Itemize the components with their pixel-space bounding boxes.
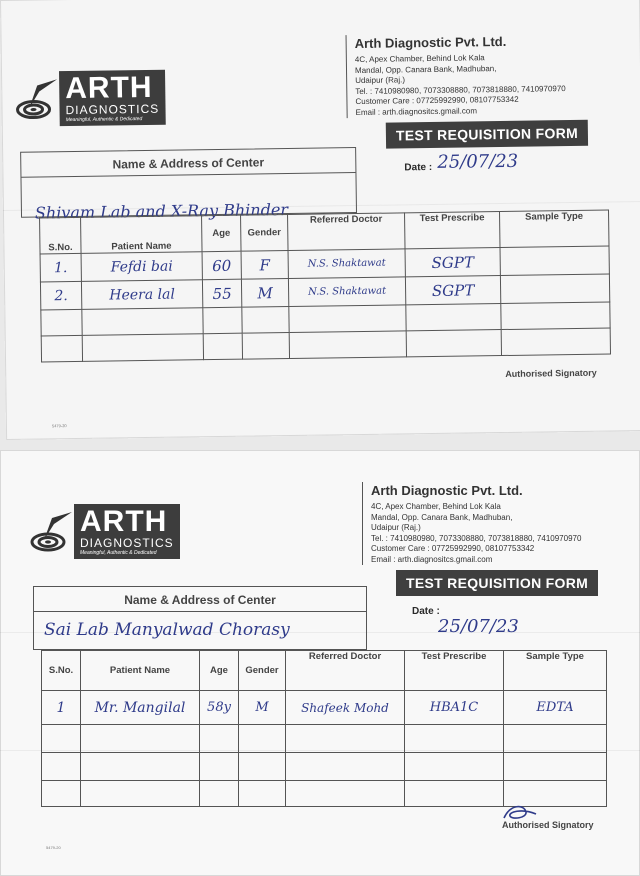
col-gender: Gender (239, 651, 286, 691)
center-name: Sai Lab Manyalwad Chorasy (44, 620, 290, 640)
center-address-box (33, 586, 367, 650)
phone-numbers: Tel. : 7410980980, 7073308880, 7073818880, 7410970970 (371, 533, 582, 543)
cell-patient-name: Mr. Mangilal (81, 691, 200, 725)
cell-sample (500, 246, 609, 276)
cell-referred-doctor: N.S. Shaktawat (288, 277, 405, 307)
cell-referred-doctor: N.S. Shaktawat (288, 249, 405, 279)
customer-care: Customer Care : 07725992990, 08107753342 (355, 94, 519, 107)
cell-gender: F (241, 251, 288, 280)
company-name: Arth Diagnostic Pvt. Ltd. (354, 33, 507, 52)
company-logo (30, 504, 180, 559)
col-referred-doctor: Referred Doctor (288, 213, 405, 251)
logo-subtitle: DIAGNOSTICS (80, 536, 174, 550)
col-patient-name: Patient Name (81, 216, 202, 254)
patient-table (41, 650, 607, 807)
col-sample-type: Sample Type (500, 210, 609, 248)
cell-sno: 1 (42, 691, 81, 725)
address-line: Udaipur (Raj.) (355, 75, 406, 86)
address-line: Mandal, Opp. Canara Bank, Madhuban, (371, 512, 513, 522)
company-address-block (362, 482, 581, 565)
center-name: Shivam Lab and X-Ray Bhinder (34, 200, 289, 223)
cell-test: HBA1C (405, 691, 504, 725)
cell-age: 60 (202, 251, 241, 280)
address-line: 4C, Apex Chamber, Behind Lok Kala (354, 53, 485, 65)
date-value: 25/07/23 (437, 150, 519, 173)
logo-wordmark: ARTH (65, 70, 153, 106)
col-gender: Gender (241, 215, 288, 252)
col-age: Age (202, 215, 241, 252)
cell-referred-doctor: Shafeek Mohd (286, 691, 405, 725)
table-header (42, 651, 607, 691)
email: Email : arth.diagnositcs.gmail.com (371, 554, 493, 564)
cell-test: SGPT (405, 248, 500, 277)
center-heading: Name & Address of Center (21, 148, 355, 178)
table-row (42, 691, 607, 725)
phone-numbers: Tel. : 7410980980, 7073308880, 7073818880, 7410970970 (355, 83, 566, 96)
table-row-empty (42, 725, 607, 753)
cell-patient-name: Fefdi bai (81, 252, 202, 282)
cell-age: 55 (202, 279, 241, 308)
date-label: Date : (412, 606, 440, 617)
logo-wordmark: ARTH (80, 505, 168, 538)
address-line: 4C, Apex Chamber, Behind Lok Kala (371, 502, 501, 511)
col-test-prescribe: Test Prescribe (405, 212, 500, 249)
cell-gender: M (239, 691, 286, 725)
cell-age: 58y (200, 691, 239, 725)
cell-sample (500, 274, 609, 304)
company-address-block (346, 32, 567, 118)
col-sno: S.No. (40, 217, 81, 254)
customer-care: Customer Care : 07725992990, 08107753342 (371, 544, 535, 553)
form-title: TEST REQUISITION FORM (386, 120, 588, 149)
date-value: 25/07/23 (438, 616, 519, 637)
col-sample-type: Sample Type (504, 651, 607, 691)
requisition-sheet-2 (0, 450, 640, 876)
col-age: Age (200, 651, 239, 691)
form-code: 5479-20 (46, 845, 61, 850)
logo-subtitle: DIAGNOSTICS (65, 101, 160, 118)
cell-test: SGPT (405, 276, 500, 305)
authorised-signatory: Authorised Signatory (505, 367, 597, 379)
col-test-prescribe: Test Prescribe (405, 651, 504, 691)
logo-tagline: Meaningful, Authentic & Dedicated (80, 550, 157, 556)
logo-tagline: Meaningful, Authentic & Dedicated (65, 116, 143, 124)
table-row-empty (42, 753, 607, 781)
cell-sno: 1. (40, 253, 81, 282)
address-line: Mandal, Opp. Canara Bank, Madhuban, (354, 63, 497, 75)
address-line: Udaipur (Raj.) (371, 523, 421, 532)
target-check-icon (30, 510, 74, 554)
form-code: 5479-20 (51, 423, 67, 429)
company-name: Arth Diagnostic Pvt. Ltd. (371, 483, 523, 498)
cell-sno: 2. (40, 281, 81, 310)
patient-table (39, 210, 611, 363)
email: Email : arth.diagnositcs.gmail.com (355, 105, 478, 117)
company-logo (15, 70, 165, 127)
date-label: Date : (404, 161, 433, 174)
col-sno: S.No. (42, 651, 81, 691)
target-check-icon (15, 77, 60, 122)
cell-patient-name: Heera lal (81, 280, 202, 310)
center-heading: Name & Address of Center (34, 587, 366, 612)
col-referred-doctor: Referred Doctor (286, 651, 405, 691)
cell-gender: M (241, 279, 288, 308)
cell-sample: EDTA (504, 691, 607, 725)
form-title: TEST REQUISITION FORM (396, 570, 598, 596)
authorised-signatory: Authorised Signatory (502, 820, 594, 830)
col-patient-name: Patient Name (81, 651, 200, 691)
